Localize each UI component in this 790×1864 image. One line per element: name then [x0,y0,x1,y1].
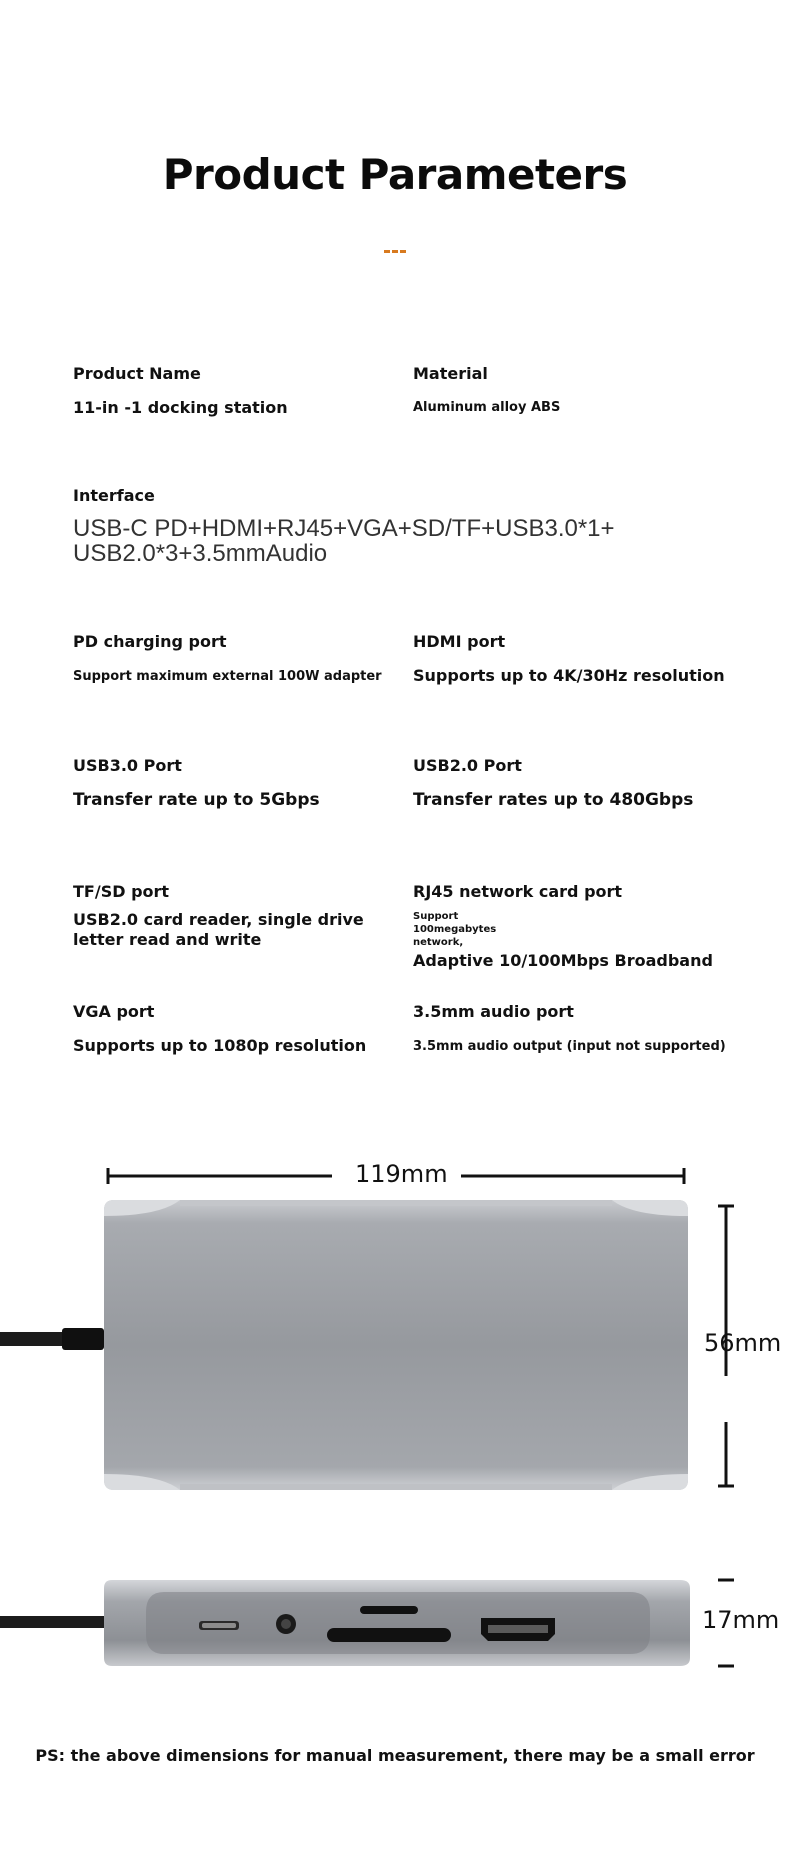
spec-product-name [73,364,288,418]
spec-tf-sd-port [73,882,373,950]
spec-interface [73,486,693,566]
spec-usb3-port [73,756,320,810]
spec-value: Adaptive 10/100Mbps Broadband [413,951,713,970]
spec-label: USB2.0 Port [413,756,522,775]
spec-label: HDMI port [413,632,506,651]
spec-audio-port [413,1002,726,1057]
spec-label: 3.5mm audio port [413,1002,574,1021]
spec-label: PD charging port [73,632,227,651]
spec-pd-charging-port [73,632,382,687]
spec-label: RJ45 network card port [413,882,623,901]
spec-note: Support 100megabytes network, [413,911,497,948]
spec-label: VGA port [73,1002,155,1021]
spec-value: Transfer rates up to 480Gbps [413,790,694,810]
spec-hdmi-port [413,632,725,686]
spec-value: Support maximum external 100W adapter [73,669,382,684]
spec-usb2-port [413,756,693,810]
dock-side-view [0,1580,690,1666]
width-label: 56mm [704,1329,782,1357]
spec-label: TF/SD port [73,882,170,901]
title-accent-divider [384,250,406,253]
measurement-footnote: PS: the above dimensions for manual measurement, there may be a small error [35,1746,755,1765]
spec-label: USB3.0 Port [73,756,182,775]
spec-material [413,364,560,418]
page-title: Product Parameters [162,150,628,199]
length-label: 119mm [355,1160,448,1188]
spec-value: 3.5mm audio output (input not supported) [413,1039,726,1054]
height-label: 17mm [702,1606,780,1634]
spec-label: Product Name [73,364,201,383]
spec-value: Supports up to 4K/30Hz resolution [413,666,725,685]
spec-value: Aluminum alloy ABS [413,400,561,415]
spec-rj45-port [413,882,713,971]
spec-vga-port [73,1002,366,1056]
tf-slot-icon [360,1606,418,1614]
spec-value: Supports up to 1080p resolution [73,1036,367,1055]
spec-value: USB2.0 card reader, single drive letter read and write [73,910,364,949]
dock-top-view [0,1200,688,1490]
spec-value: USB-C PD+HDMI+RJ45+VGA+SD/TF+USB3.0*1+ USB2.0*3+3.5mmAudio [73,515,615,567]
spec-value: 11-in -1 docking station [73,398,288,417]
spec-label: Interface [73,486,155,505]
spec-label: Material [413,364,488,383]
sd-slot-icon [327,1628,451,1642]
spec-value: Transfer rate up to 5Gbps [73,790,320,810]
dimension-diagram [0,1140,790,1700]
